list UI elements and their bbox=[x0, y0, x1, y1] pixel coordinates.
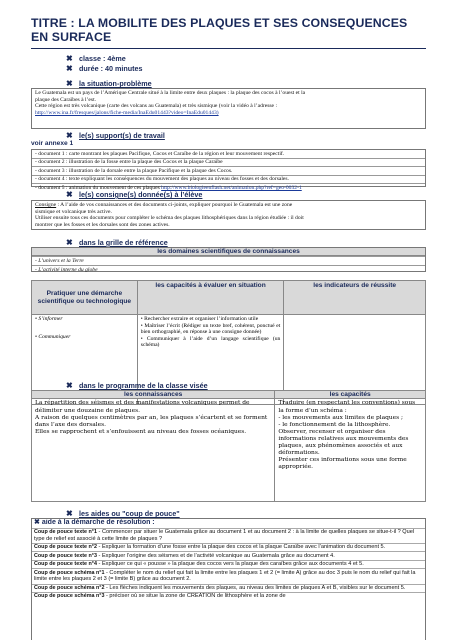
supports-box bbox=[31, 149, 426, 191]
cross-bullet-icon: ✖ bbox=[66, 190, 73, 199]
aides-title: ✖ aide à la démarche de résolution : bbox=[34, 519, 155, 526]
aide-item: Coup de pouce schéma n°2 - Les flèches indiquent les mouvements des plaques, au niveau des limites de plaques A et B, visibles sur le document 5. bbox=[32, 584, 425, 592]
cross-bullet-icon: ✖ bbox=[66, 131, 73, 140]
support-item: - document 5 : animation du mouvement de ces plaques http://www.biologieenflash.net/animation.php?ref=geo-0032-1 bbox=[32, 183, 425, 192]
consigne-line: Utiliser ensuite tous ces documents pour compléter le schéma des plaques lithosphériques dans la région étudiée : il doit bbox=[35, 215, 304, 222]
col-header-demarche: Pratiquer une démarche scientifique ou technologique bbox=[32, 281, 138, 315]
cross-bullet-icon: ✖ bbox=[66, 509, 73, 518]
capacites-programme-cell: Traduire (en respectant les conventions) sous la forme d’un schéma : - les mouvements aux limites de plaques ; - le fonctionnement de la lithosphère. Observer, recenser et organiser des informations relatives aux mouvements des plaques, aux phénomènes associés et aux déformations. Présenter ces informations sous une forme appropriée. bbox=[275, 399, 426, 502]
title-underline bbox=[31, 48, 426, 49]
aide-item: Coup de pouce schéma n°1 - Compléter le nom du relief qui fait la limite entre les plaques 1 et 2 (= limite A) grâce au doc 3 puis le nom du relief qui fait la limite entre les plaques 2 et 3 (= limite B) grâce au document 2. bbox=[32, 568, 425, 583]
col-header-indicateurs: les indicateurs de réussite bbox=[284, 281, 426, 315]
situation-line: Le Guatemala est un pays de l’Amérique Centrale situé à la limite entre deux plaques : la plaque des cocos à l’ouest et la bbox=[35, 90, 306, 96]
grille-header: les domaines scientifiques de connaissances bbox=[32, 248, 425, 256]
col-header-capacites: les capacités à évaluer en situation bbox=[137, 281, 284, 315]
situation-video-link[interactable]: http://www.ina.fr/fresques/jalons/fiche-media/InaEdu01443?video=InaEdu01443) bbox=[35, 109, 219, 116]
domaine-item: - L’univers et la Terre bbox=[32, 256, 425, 265]
programme-table bbox=[31, 390, 426, 502]
support-item: - document 3 : illustration de la dorsale entre la plaque Pacifique et la plaque des Cocos. bbox=[32, 166, 425, 175]
cross-bullet-icon: ✖ bbox=[66, 64, 73, 73]
capacites-header: les capacités bbox=[275, 391, 426, 399]
aide-item: Coup de pouce texte n°2 - Expliquer la formation d’une fosse entre la plaque des cocos et la plaque Caraïbe avec l’animation du document 5. bbox=[32, 543, 425, 551]
situation-line: plaque des Caraïbes à l’est. bbox=[35, 96, 97, 103]
support-item: - document 2 : illustration de la fosse entre la plaque des Cocos et la plaque Caraïbe bbox=[32, 158, 425, 167]
aides-heading: ✖ les aides ou "coup de pouce" bbox=[66, 509, 180, 518]
capacite-item: • Maîtriser l’écrit (Rédiger un texte bref, cohérent, ponctué et bien orthographié, en réponse à une consigne donnée) bbox=[140, 322, 281, 335]
page-title: TITRE : LA MOBILITE DES PLAQUES ET SES CONSEQUENCES EN SURFACE bbox=[31, 16, 408, 44]
aide-item: Coup de pouce texte n°4 - Expliquer ce qui « pousse » la plaque des cocos vers la plaque des caraïbes grâce aux documents 4 et 5. bbox=[32, 560, 425, 568]
cross-bullet-icon: ✖ bbox=[66, 238, 73, 247]
consigne-line: sismique et volcanique très active. bbox=[35, 208, 112, 215]
meta-duree: ✖ durée : 40 minutes bbox=[66, 64, 143, 73]
consigne-line: montrer que les fosses et les dorsales sont des zones actives. bbox=[35, 221, 170, 228]
capacite-item: • Communiquer à l’aide d’un langage scientifique (un schéma) bbox=[140, 335, 281, 348]
consignes-box bbox=[31, 200, 426, 230]
grille-box bbox=[31, 247, 426, 272]
capacite-item: • Rechercher extraire et organiser l’information utile bbox=[140, 316, 259, 322]
connaissances-cell: La répartition des séismes et des manifestations volcaniques permet de délimiter une douzaine de plaques. A raison de quelques centimètres par an, les plaques s’écartent et se forment dans l’axe des dorsales. Elles se rapprochent et s’enfouissent au niveau des fosses océaniques. bbox=[32, 399, 275, 502]
consignes-heading: ✖ le(s) consigne(s) donnée(s) à l’élève bbox=[66, 190, 203, 199]
programme-heading: ✖ dans le programme de la classe visée bbox=[66, 381, 208, 390]
aide-item: Coup de pouce texte n°1 - Commencer par situer le Guatemala grâce au document 1 et au document 2 : à la limite de quelles plaques se situe-t-il ? Quel type de relief est associé à cette limite de plaques ? bbox=[32, 528, 425, 543]
situation-line: Cette région est très volcanique (carte des volcans au Guatemala) et très sismique (voir la vidéo à l’adresse : bbox=[35, 103, 277, 110]
aides-box bbox=[31, 518, 426, 640]
grille-heading: ✖ dans la grille de référence bbox=[66, 238, 168, 247]
domaine-item: - L’activité interne du globe bbox=[32, 265, 425, 274]
cross-bullet-icon: ✖ bbox=[66, 381, 73, 390]
cross-bullet-icon: ✖ bbox=[66, 79, 73, 88]
situation-box bbox=[31, 88, 426, 129]
support-item: - document 1 : carte montrant les plaques Pacifique, Cocos et Caraïbe de la région et leur mouvement respectif. bbox=[35, 150, 285, 157]
cross-bullet-icon: ✖ bbox=[34, 519, 40, 526]
supports-heading: ✖ le(s) support(s) de travail bbox=[66, 131, 165, 140]
aide-item: Coup de pouce schéma n°3 - préciser où se situe la zone de CREATION de lithosphère et la zone de bbox=[32, 592, 425, 600]
aide-item: Coup de pouce texte n°3 - Expliquer l’origine des séismes et de l’activité volcanique au Guatemala grâce au document 4. bbox=[32, 551, 425, 559]
supports-subheading: voir annexe 1 bbox=[31, 140, 74, 147]
cross-bullet-icon: ✖ bbox=[66, 54, 73, 63]
demarche-item: • S’informer bbox=[35, 316, 63, 322]
connaissances-header: les connaissances bbox=[32, 391, 275, 399]
situation-heading: ✖ la situation-problème bbox=[66, 79, 152, 88]
support-item: - document 4 : texte expliquant les conséquences du mouvement des plaques au niveau des fosses et des dorsales. bbox=[32, 175, 425, 184]
consigne-line: Consigne : A l’aide de vos connaissances et des documents ci-joints, expliquer pourquoi le Guatemala est une zone bbox=[35, 202, 293, 208]
demarche-item: • Communiquer bbox=[35, 333, 71, 340]
meta-classe: ✖ classe : 4ème bbox=[66, 54, 126, 63]
animation-link[interactable]: http://www.biologieenflash.net/animation.php?ref=geo-0032-1 bbox=[161, 184, 302, 191]
